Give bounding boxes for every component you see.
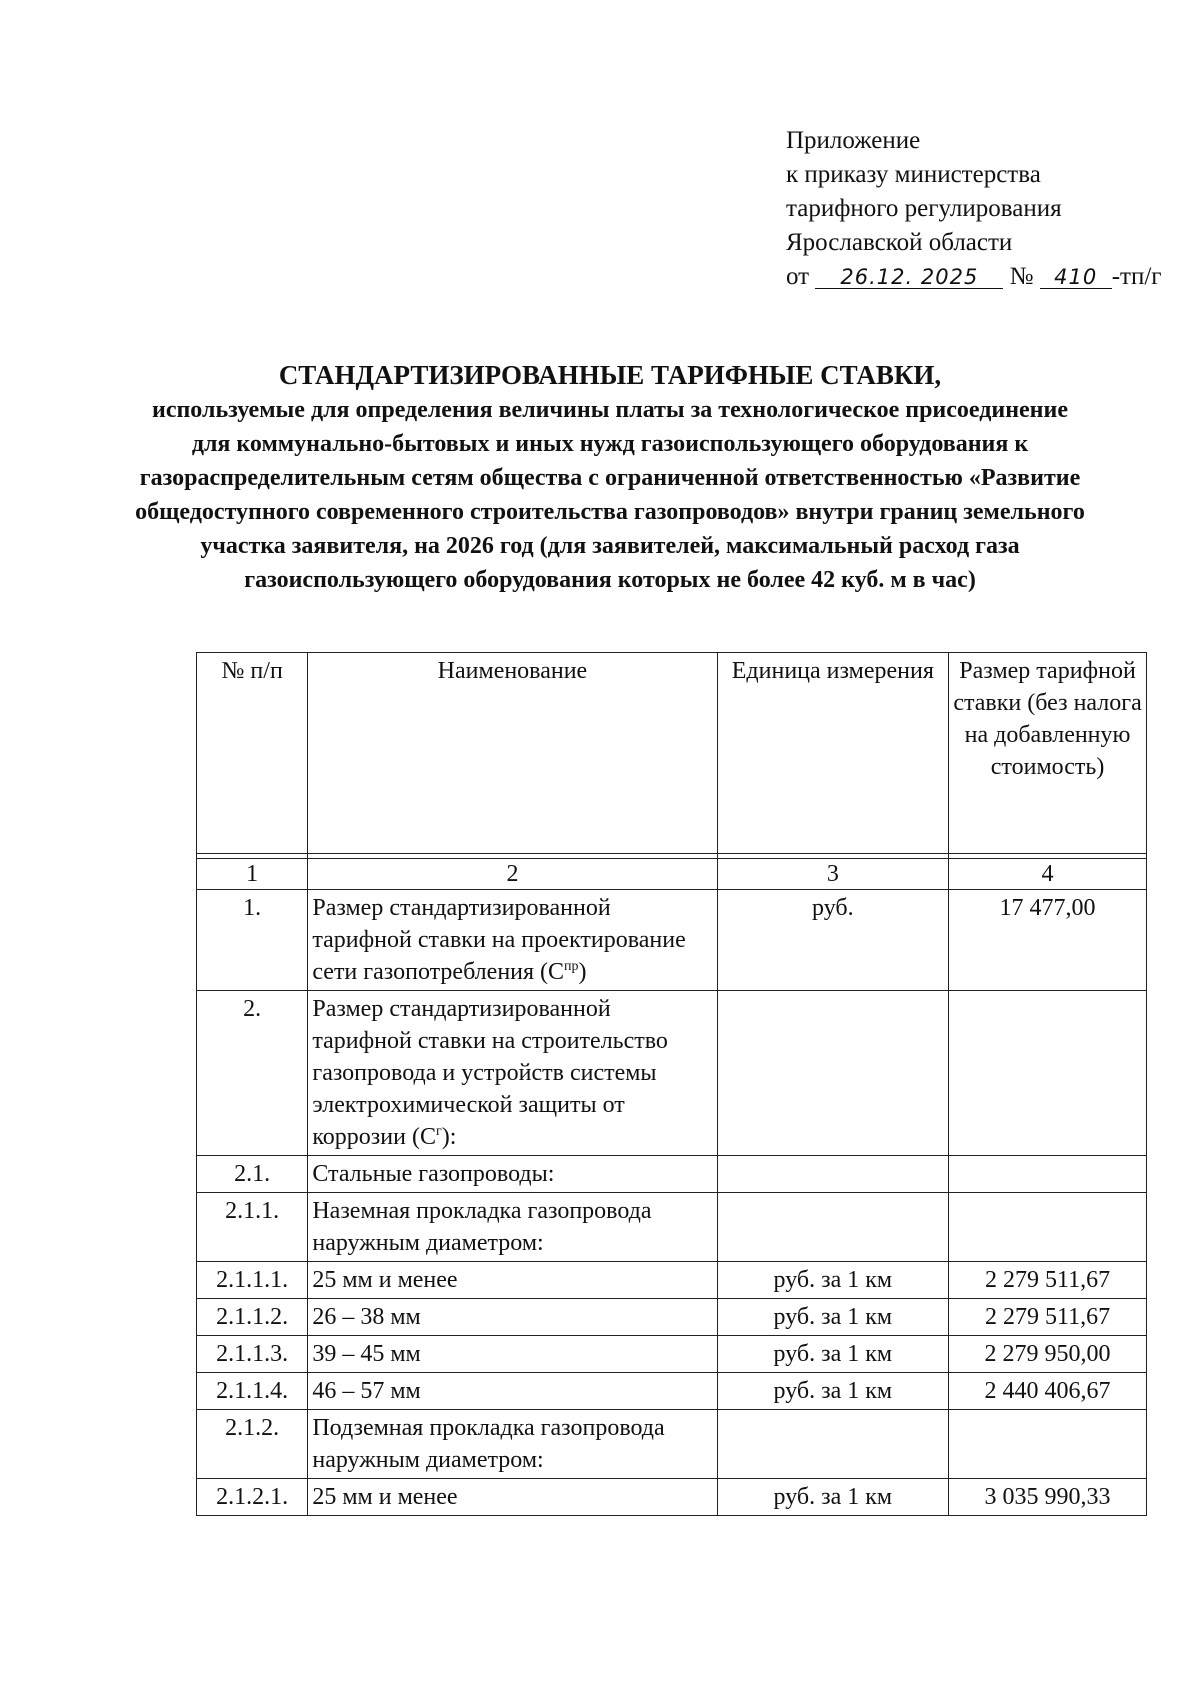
row-number: 2.1.2. xyxy=(197,1410,308,1479)
row-number: 1. xyxy=(197,890,308,991)
column-number: 4 xyxy=(949,859,1147,890)
row-number: 2.1.1.4. xyxy=(197,1373,308,1410)
row-value: 17 477,00 xyxy=(949,890,1147,991)
row-number: 2.1.1. xyxy=(197,1193,308,1262)
appendix-line-4: Ярославской области xyxy=(786,229,1013,256)
row-value: 2 279 511,67 xyxy=(949,1262,1147,1299)
table-row xyxy=(197,1373,1147,1410)
handwritten-date: 26.12. 2025 xyxy=(815,266,1003,289)
header-unit: Единица измерения xyxy=(717,653,949,854)
header-num: № п/п xyxy=(197,653,308,854)
row-unit: руб. за 1 км xyxy=(717,1479,949,1516)
row-value xyxy=(949,991,1147,1156)
row-name: 26 – 38 мм xyxy=(308,1299,717,1336)
column-number: 3 xyxy=(717,859,949,890)
row-number: 2.1. xyxy=(197,1156,308,1193)
row-value xyxy=(949,1156,1147,1193)
row-name: Стальные газопроводы: xyxy=(308,1156,717,1193)
row-name: 25 мм и менее xyxy=(308,1262,717,1299)
row-number: 2.1.1.2. xyxy=(197,1299,308,1336)
appendix-line-1: Приложение xyxy=(786,127,921,154)
row-value: 2 279 950,00 xyxy=(949,1336,1147,1373)
row-unit xyxy=(717,1410,949,1479)
row-name-superscript: г xyxy=(435,1124,442,1139)
row-value: 2 279 511,67 xyxy=(949,1299,1147,1336)
header-name: Наименование xyxy=(308,653,717,854)
table-row xyxy=(197,890,1147,991)
column-number-row xyxy=(197,859,1147,890)
row-name-superscript: пр xyxy=(564,959,579,974)
column-number: 2 xyxy=(308,859,717,890)
row-name-text: Размер стандартизированной тарифной ставки на проектирование сети газопотребления (C xyxy=(312,895,686,985)
document-title xyxy=(130,357,1090,597)
row-name: Подземная прокладка газопровода наружным диаметром: xyxy=(308,1410,717,1479)
table-row xyxy=(197,1336,1147,1373)
handwritten-number: 410 xyxy=(1040,266,1112,289)
row-name: 25 мм и менее xyxy=(308,1479,717,1516)
row-unit: руб. за 1 км xyxy=(717,1336,949,1373)
row-value xyxy=(949,1410,1147,1479)
order-reference-line xyxy=(786,260,1162,294)
appendix-line-3: тарифного регулирования xyxy=(786,195,1062,222)
row-unit: руб. за 1 км xyxy=(717,1262,949,1299)
row-unit xyxy=(717,1193,949,1262)
table-row xyxy=(197,1262,1147,1299)
number-label: № xyxy=(1009,263,1034,290)
table-row xyxy=(197,1156,1147,1193)
row-value: 2 440 406,67 xyxy=(949,1373,1147,1410)
row-unit: руб. за 1 км xyxy=(717,1373,949,1410)
row-name: 46 – 57 мм xyxy=(308,1373,717,1410)
row-name xyxy=(308,890,717,991)
row-unit xyxy=(717,1156,949,1193)
row-name: 39 – 45 мм xyxy=(308,1336,717,1373)
row-name-text: Размер стандартизированной тарифной ставки на строительство газопровода и устройств системы электрохимической защиты от коррозии (C xyxy=(312,996,668,1150)
row-number: 2.1.1.3. xyxy=(197,1336,308,1373)
title-subtitle: используемые для определения величины платы за технологическое присоединение для коммунально-бытовых и иных нужд газоиспользующего оборудования к газораспределительным сетям общества с ограниченной ответственностью «Развитие общедоступного современного строительства газопроводов» внутри границ земельного участка заявителя, на 2026 год (для заявителей, максимальный расход газа газоиспользующего оборудования которых не более 42 куб. м в час) xyxy=(135,397,1085,593)
table-row xyxy=(197,991,1147,1156)
row-value: 3 035 990,33 xyxy=(949,1479,1147,1516)
tariff-table xyxy=(196,652,1147,1516)
row-number: 2.1.1.1. xyxy=(197,1262,308,1299)
row-unit xyxy=(717,991,949,1156)
table-row xyxy=(197,1410,1147,1479)
from-label: от xyxy=(786,263,810,290)
row-number: 2. xyxy=(197,991,308,1156)
row-name-end: ) xyxy=(578,959,587,985)
row-number: 2.1.2.1. xyxy=(197,1479,308,1516)
table-row xyxy=(197,1193,1147,1262)
table-row xyxy=(197,1299,1147,1336)
table-row xyxy=(197,1479,1147,1516)
column-number: 1 xyxy=(197,859,308,890)
row-name: Наземная прокладка газопровода наружным диаметром: xyxy=(308,1193,717,1262)
row-name xyxy=(308,991,717,1156)
title-main: СТАНДАРТИЗИРОВАННЫЕ ТАРИФНЫЕ СТАВКИ, xyxy=(278,360,942,390)
table-header-row xyxy=(197,653,1147,854)
row-name-end: ): xyxy=(441,1124,457,1150)
header-value: Размер тарифной ставки (без налога на добавленную стоимость) xyxy=(949,653,1147,854)
appendix-block xyxy=(786,124,1162,294)
order-suffix: -тп/г xyxy=(1111,263,1162,290)
row-value xyxy=(949,1193,1147,1262)
appendix-line-2: к приказу министерства xyxy=(786,161,1041,188)
row-unit: руб. за 1 км xyxy=(717,1299,949,1336)
row-unit: руб. xyxy=(717,890,949,991)
